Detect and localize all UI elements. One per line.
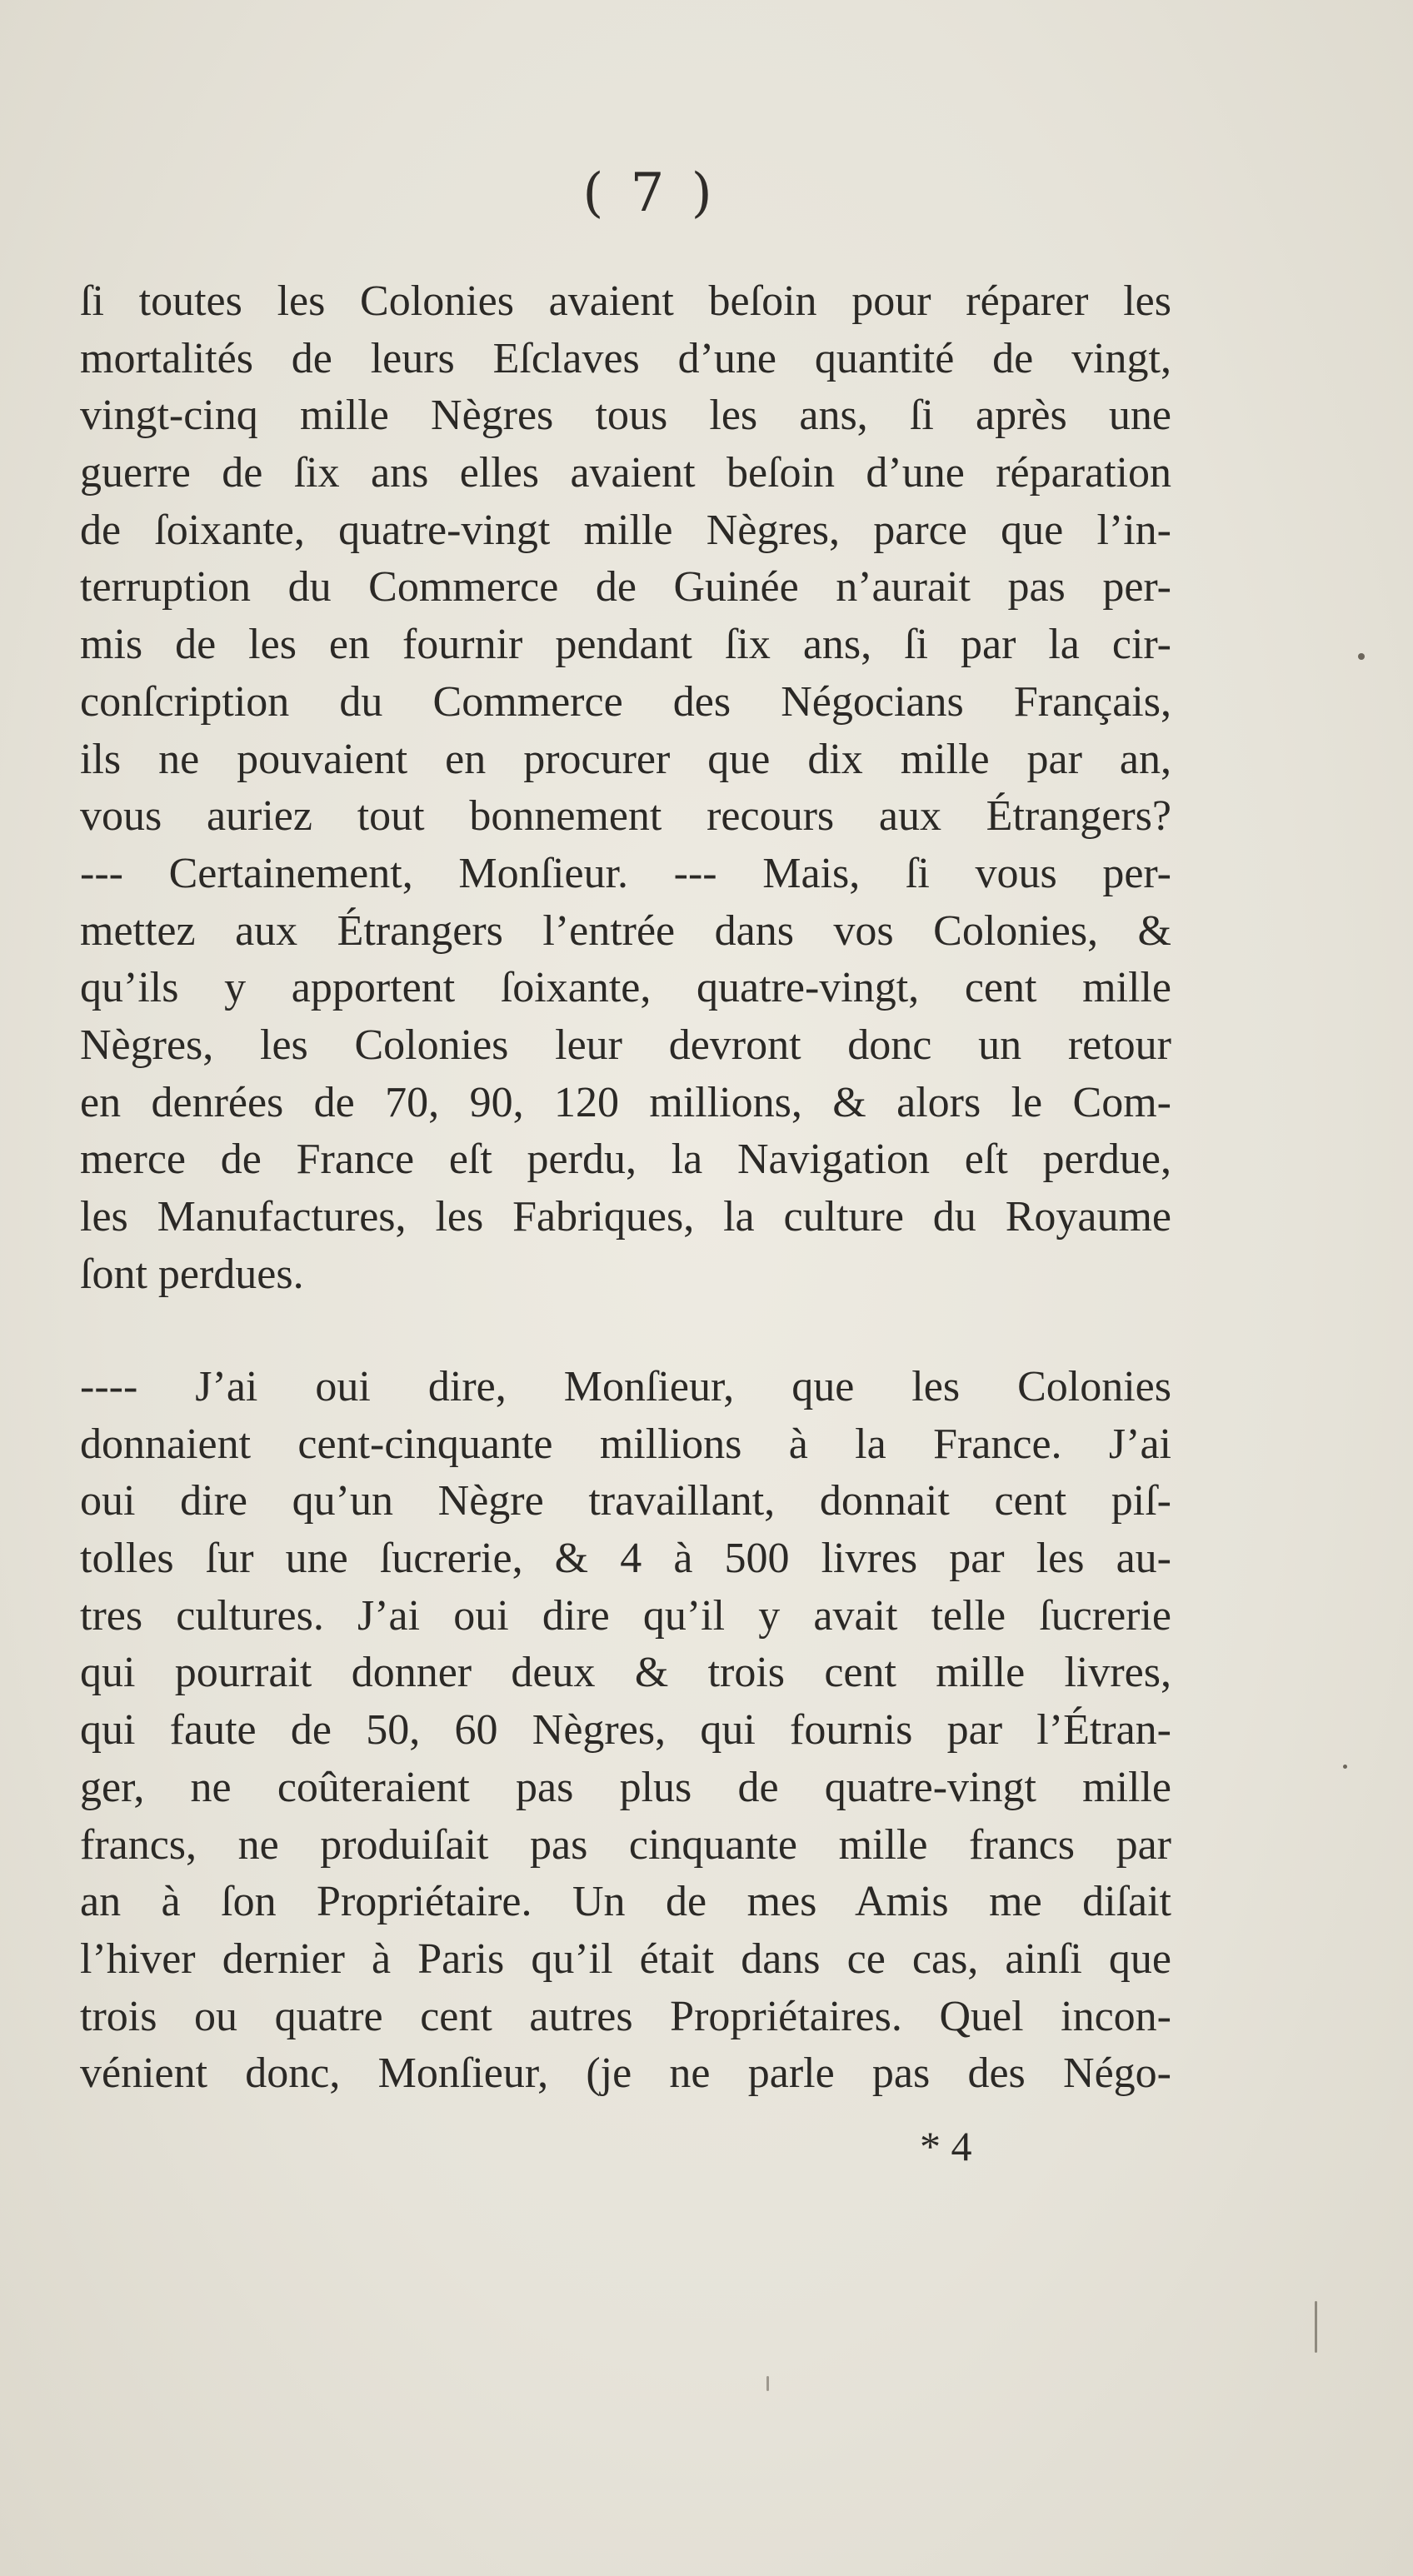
text-line: mortalités de leurs Eſclaves d’une quantité de vingt,: [80, 334, 1171, 382]
text-line: l’hiver dernier à Paris qu’il était dans ce cas, ainſi que: [80, 1934, 1171, 1983]
text-line: conſcription du Commerce des Négocians Français,: [80, 677, 1171, 726]
paper-speck: [1343, 1765, 1347, 1769]
text-line: Nègres, les Colonies leur devront donc un retour: [80, 1021, 1171, 1069]
text-line: tres cultures. J’ai oui dire qu’il y avait telle ſucrerie: [80, 1591, 1171, 1640]
text-line: mettez aux Étrangers l’entrée dans vos Colonies, &: [80, 906, 1171, 955]
text-line: de ſoixante, quatre-vingt mille Nègres, parce que l’in-: [80, 506, 1171, 554]
paragraph-2: [80, 1359, 1171, 2103]
text-line: mis de les en fournir pendant ſix ans, ſi par la cir-: [80, 621, 1171, 669]
text-line: ger, ne coûteraient pas plus de quatre-vingt mille: [80, 1763, 1171, 1811]
text-line: ſi toutes les Colonies avaient beſoin pour réparer les: [80, 277, 1171, 325]
text-line: vénient donc, Monſieur, (je ne parle pas des Négo-: [80, 2049, 1171, 2098]
text-line: qui pourrait donner deux & trois cent mille livres,: [80, 1649, 1171, 1697]
text-line: tolles ſur une ſucrerie, & 4 à 500 livres par les au-: [80, 1535, 1171, 1583]
text-line: ---- J’ai oui dire, Monſieur, que les Colonies: [80, 1363, 1171, 1410]
text-line: guerre de ſix ans elles avaient beſoin d’une réparation: [80, 449, 1171, 497]
paper-speck: [766, 2376, 769, 2391]
text-line: qui faute de 50, 60 Nègres, qui fournis par l’Étran-: [80, 1706, 1171, 1755]
text-line: en denrées de 70, 90, 120 millions, & alors le Com-: [80, 1078, 1171, 1126]
text-line: an à ſon Propriétaire. Un de mes Amis me diſait: [80, 1878, 1171, 1926]
text-line: --- Certainement, Monſieur. --- Mais, ſi vous per-: [80, 849, 1171, 897]
text-line: terruption du Commerce de Guinée n’aurait pas per-: [80, 563, 1171, 612]
paragraph-1: [80, 273, 1171, 1303]
text-line: vingt-cinq mille Nègres tous les ans, ſi après une: [80, 392, 1171, 440]
text-line: merce de France eſt perdu, la Navigation eſt perdue,: [80, 1136, 1171, 1184]
text-line: donnaient cent-cinquante millions à la France. J’ai: [80, 1420, 1171, 1468]
text-line: les Manufactures, les Fabriques, la culture du Royaume: [80, 1193, 1171, 1241]
text-line: trois ou quatre cent autres Propriétaires. Quel incon-: [80, 1992, 1171, 2040]
text-line: ils ne pouvaient en procurer que dix mille par an,: [80, 735, 1171, 783]
page-number: ( 7 ): [582, 162, 717, 224]
paper-speck: [1315, 2301, 1317, 2353]
signature-mark: * 4: [920, 2123, 972, 2169]
text-line: vous auriez tout bonnement recours aux Étrangers?: [80, 792, 1171, 841]
text-line: ſont perdues.: [80, 1250, 304, 1298]
text-line: francs, ne produiſait pas cinquante mille francs par: [80, 1820, 1171, 1869]
paper-speck: [1358, 653, 1365, 660]
text-line: qu’ils y apportent ſoixante, quatre-vingt, cent mille: [80, 964, 1171, 1012]
text-line: oui dire qu’un Nègre travaillant, donnait cent piſ-: [80, 1477, 1171, 1525]
